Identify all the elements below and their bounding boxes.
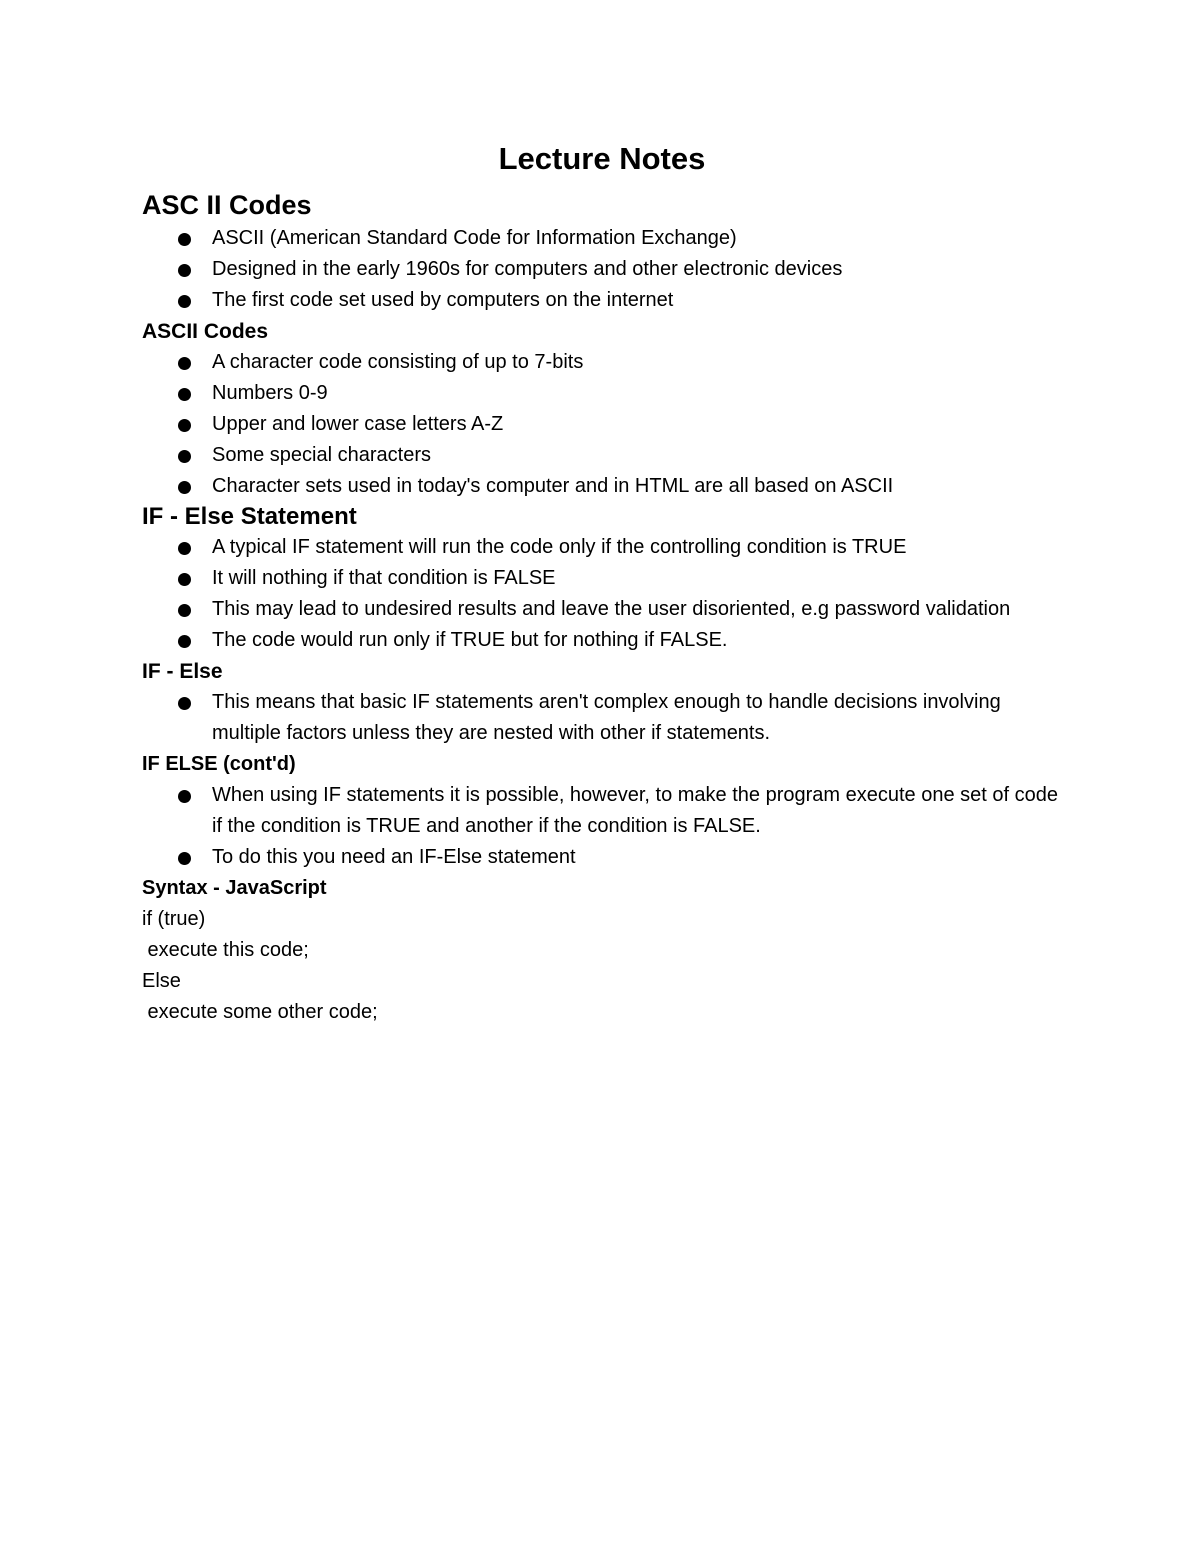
list-item-text: It will nothing if that condition is FALSE — [212, 566, 556, 589]
list-item — [142, 842, 1062, 873]
bullet-icon — [178, 481, 191, 494]
list-item — [142, 285, 1062, 316]
bullet-icon — [178, 542, 191, 555]
bullet-icon — [178, 573, 191, 586]
list-item-text: This may lead to undesired results and leave the user disoriented, e.g password validation — [212, 597, 1011, 620]
list-item — [142, 532, 1062, 563]
bullet-icon — [178, 790, 191, 803]
list-item — [142, 594, 1062, 625]
bullet-list — [142, 780, 1062, 873]
list-item-text: ASCII (American Standard Code for Information Exchange) — [212, 226, 737, 249]
code-line: execute some other code; — [142, 1000, 378, 1023]
code-line: Else — [142, 969, 181, 992]
bullet-icon — [178, 295, 191, 308]
list-item-text: Upper and lower case letters A-Z — [212, 412, 504, 435]
bullet-list — [142, 223, 1062, 316]
bullet-icon — [178, 450, 191, 463]
section-heading-if-else-contd: IF ELSE (cont'd) — [142, 752, 296, 775]
list-item — [142, 409, 1062, 440]
list-item-text: A character code consisting of up to 7-bits — [212, 350, 584, 373]
list-item — [142, 625, 1062, 656]
code-line: execute this code; — [142, 938, 309, 961]
bullet-icon — [178, 635, 191, 648]
document-page — [142, 140, 1062, 1028]
list-item-text: Designed in the early 1960s for computers and other electronic devices — [212, 257, 843, 280]
list-item-text: To do this you need an IF-Else statement — [212, 845, 576, 868]
list-item-text: When using IF statements it is possible, however, to make the program execute one set of code if the condition is TRUE and another if the condition is FALSE. — [212, 783, 1058, 837]
list-item — [142, 254, 1062, 285]
section-heading-ascii-codes: ASCII Codes — [142, 319, 269, 343]
bullet-icon — [178, 357, 191, 370]
list-item — [142, 563, 1062, 594]
list-item-text: The code would run only if TRUE but for nothing if FALSE. — [212, 628, 728, 651]
bullet-icon — [178, 697, 191, 710]
list-item — [142, 440, 1062, 471]
list-item — [142, 347, 1062, 378]
list-item — [142, 687, 1062, 749]
code-block — [142, 904, 1062, 1028]
list-item-text: Numbers 0-9 — [212, 381, 328, 404]
list-item — [142, 223, 1062, 254]
bullet-list — [142, 347, 1062, 502]
list-item — [142, 780, 1062, 842]
list-item-text: A typical IF statement will run the code only if the controlling condition is TRUE — [212, 535, 907, 558]
list-item-text: The first code set used by computers on the internet — [212, 288, 674, 311]
section-heading-if-else-statement: IF - Else Statement — [142, 502, 357, 530]
list-item — [142, 471, 1062, 502]
page-title: Lecture Notes — [498, 141, 706, 176]
bullet-list — [142, 532, 1062, 656]
bullet-icon — [178, 233, 191, 246]
section-heading-if-else: IF - Else — [142, 659, 223, 683]
bullet-icon — [178, 852, 191, 865]
section-heading-asc-ii-codes: ASC II Codes — [142, 190, 312, 221]
section-heading-syntax-javascript: Syntax - JavaScript — [142, 876, 327, 899]
bullet-list — [142, 687, 1062, 749]
list-item — [142, 378, 1062, 409]
bullet-icon — [178, 388, 191, 401]
bullet-icon — [178, 604, 191, 617]
bullet-icon — [178, 419, 191, 432]
list-item-text: This means that basic IF statements aren't complex enough to handle decisions involving multiple factors unless they are nested with other if statements. — [212, 690, 1001, 744]
list-item-text: Some special characters — [212, 443, 431, 466]
list-item-text: Character sets used in today's computer and in HTML are all based on ASCII — [212, 474, 894, 497]
code-line: if (true) — [142, 907, 206, 930]
bullet-icon — [178, 264, 191, 277]
